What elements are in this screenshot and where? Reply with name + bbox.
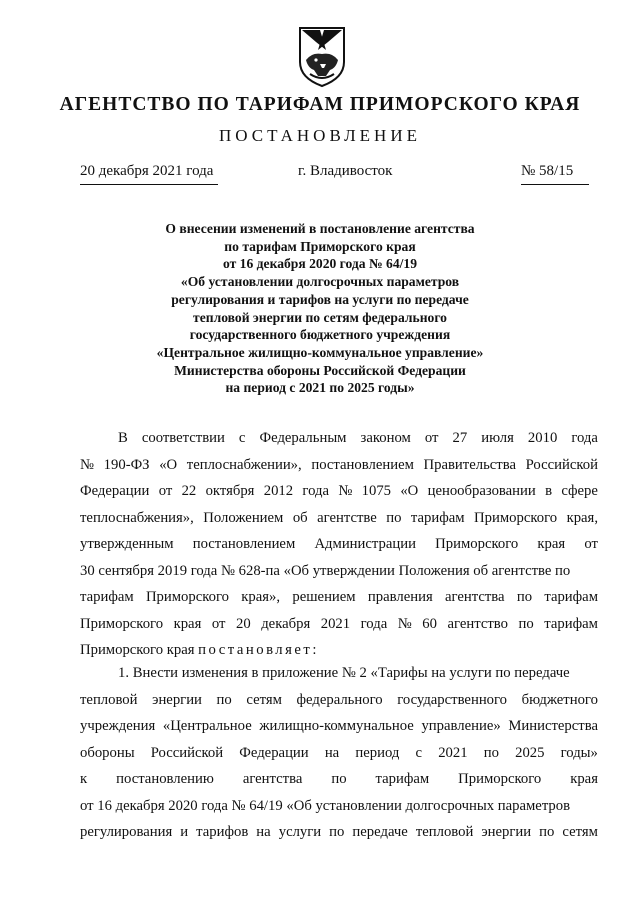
body-word: государственного [397,691,508,708]
title-line: по тарифам Приморского края [224,238,416,254]
body-word: 27 [452,430,468,446]
body-line [80,687,598,714]
body-word: период [355,744,400,761]
body-line [80,660,598,687]
body-word: обороны [80,744,135,761]
body-word: агентства [242,771,303,787]
body-word: года [302,483,329,499]
body-word: 60 [422,615,437,632]
body-word: тепловой [415,824,474,840]
body-word: Федерации [80,483,150,499]
body-word: постановлению [116,771,214,787]
title-line: на период с 2021 по 2025 годы» [225,380,415,396]
body-word: об [292,509,308,526]
body-word: учреждения [80,718,156,734]
body-line [80,478,598,505]
body-word: по [216,691,232,708]
body-word: Российской [150,744,224,761]
body-word: теплоснабжения», [80,509,194,526]
body-word: по [331,771,347,787]
body-word: тарифов [196,824,249,840]
body-word: годы» [560,744,598,761]
body-word: управление» [421,718,501,734]
body-word: агентство [447,615,508,632]
body-word: тарифам [375,771,430,787]
body-word: от [584,536,598,552]
body-word: сетям [246,691,282,708]
body-word: на [324,744,340,761]
document-city: г. Владивосток [298,163,393,179]
body-word: по [516,589,533,605]
body-word: агентстве [317,509,377,526]
body-word: Приморского [458,771,542,787]
body-word: 22 [181,483,197,499]
agency-name: АГЕНТСТВО ПО ТАРИФАМ ПРИМОРСКОГО КРАЯ [59,94,581,115]
body-word: Министерства [508,718,598,734]
body-word: года [571,430,598,446]
body-word: Федеральным [259,430,347,446]
body-word: на [256,824,271,840]
body-word: сетям [562,824,598,840]
body-word: Положением [203,509,284,526]
document-date: 20 декабря 2021 года [80,163,218,185]
body-word: Правительства [423,456,516,473]
title-line: от 16 декабря 2020 года № 64/19 [222,256,418,272]
body-word: решением [292,589,356,605]
body-line [80,425,598,452]
body-text-spaced: постановляет: [198,642,319,658]
body-word: края [173,615,202,632]
body-word: по [483,744,499,761]
body-word: бюджетного [521,691,598,708]
paragraph-preamble [80,425,598,664]
body-word: 2021 [320,615,351,632]
body-line [80,452,598,479]
title-line: «Центральное жилищно-коммунальное управление» [156,344,484,360]
body-word: тепловой [80,691,138,708]
body-word: жилищно-коммунальное [259,718,414,734]
body-word: по [386,509,402,526]
title-line: Министерства обороны Российской Федерации [174,362,466,378]
body-word: законом [360,430,411,446]
body-word: «О [159,456,178,473]
body-word: Приморского [145,589,229,605]
body-word: передаче [352,824,408,840]
title-line: «Об установлении долгосрочных параметров [180,274,460,290]
body-word: края, [566,509,598,526]
document-title [120,220,520,397]
body-word: тарифам [544,615,598,632]
body-word: от [158,483,173,499]
body-line [80,611,598,638]
body-word: ценообразовании [427,483,536,499]
title-line: О внесении изменений в постановление агентства [165,221,475,236]
body-word: от [211,615,226,632]
body-word: от 16 декабря 2020 года № 64/19 «Об установлении долгосрочных параметров [80,797,571,814]
body-word: постановлением [192,536,296,552]
body-word: правления [367,589,433,605]
body-word: от [424,430,439,446]
body-word: федерального [296,691,383,708]
body-word: № [397,615,412,632]
body-word: соответствии [141,430,225,446]
body-word: с [238,430,246,446]
body-word: декабря [261,615,311,632]
body-word: в [545,483,553,499]
document-number: № 58/15 [521,163,589,185]
body-word: утвержденным [80,536,174,552]
body-word: В [118,430,128,446]
body-word: постановлением [311,456,414,473]
body-word: края», [241,589,281,605]
body-line [80,740,598,767]
body-text: Приморского края [80,642,199,658]
body-word: энергии [481,824,532,840]
body-word: энергии [152,691,202,708]
body-word: Приморского [474,509,558,526]
body-word: 1. Внести изменения в приложение № 2 «Тарифы на услуги по передаче [118,665,570,681]
body-word: 30 сентября 2019 года № 628-па «Об утверждении Положения об агентстве по [80,562,571,579]
title-line: регулирования и тарифов на услуги по передаче [171,291,469,307]
body-word: Российской [525,456,598,473]
body-word: по [518,615,534,632]
body-line [80,584,598,611]
body-word: с [415,744,423,761]
body-line [80,558,598,585]
paragraph-item-1 [80,660,598,846]
body-word: 2012 [263,483,294,499]
body-line [80,793,598,820]
title-line: государственного бюджетного учреждения [189,327,451,343]
body-word: «О [400,483,419,499]
body-word: агентства [445,589,505,605]
body-word: Администрации [314,536,416,552]
coat-of-arms-icon [296,24,348,88]
body-word: № [80,456,95,473]
body-line [80,713,598,740]
body-word: регулирования [80,824,173,840]
body-word: по [329,824,345,840]
body-word: тарифам [80,589,134,605]
title-line: тепловой энергии по сетям федерального [193,309,447,325]
document-type: ПОСТАНОВЛЕНИЕ [218,126,421,145]
body-word: «Центральное [162,718,252,734]
body-word: к [80,771,88,787]
body-word: Приморского [435,536,519,552]
body-line [80,766,598,793]
body-word: октября [205,483,255,499]
body-word: 2021 [438,744,468,761]
body-word: тарифам [410,509,465,526]
body-word: края [537,536,566,552]
body-word: Федерации [239,744,309,761]
body-word: тарифам [544,589,598,605]
body-word: и [180,824,189,840]
body-word: 20 [235,615,251,632]
body-word: услуги [278,824,322,840]
body-line [80,531,598,558]
body-word: по [539,824,555,840]
body-word: сфере [561,483,598,499]
body-word: 1075 [361,483,392,499]
body-word: года [360,615,388,632]
body-line [80,505,598,532]
body-word: 2025 [515,744,545,761]
body-word: Приморского [80,615,164,632]
body-word: 2010 [527,430,558,446]
body-word: теплоснабжении», [186,456,302,473]
body-word: июля [481,430,514,446]
body-word: № [338,483,353,499]
body-line [80,819,598,846]
body-word: края [570,771,598,787]
body-word: 190-ФЗ [103,456,150,473]
